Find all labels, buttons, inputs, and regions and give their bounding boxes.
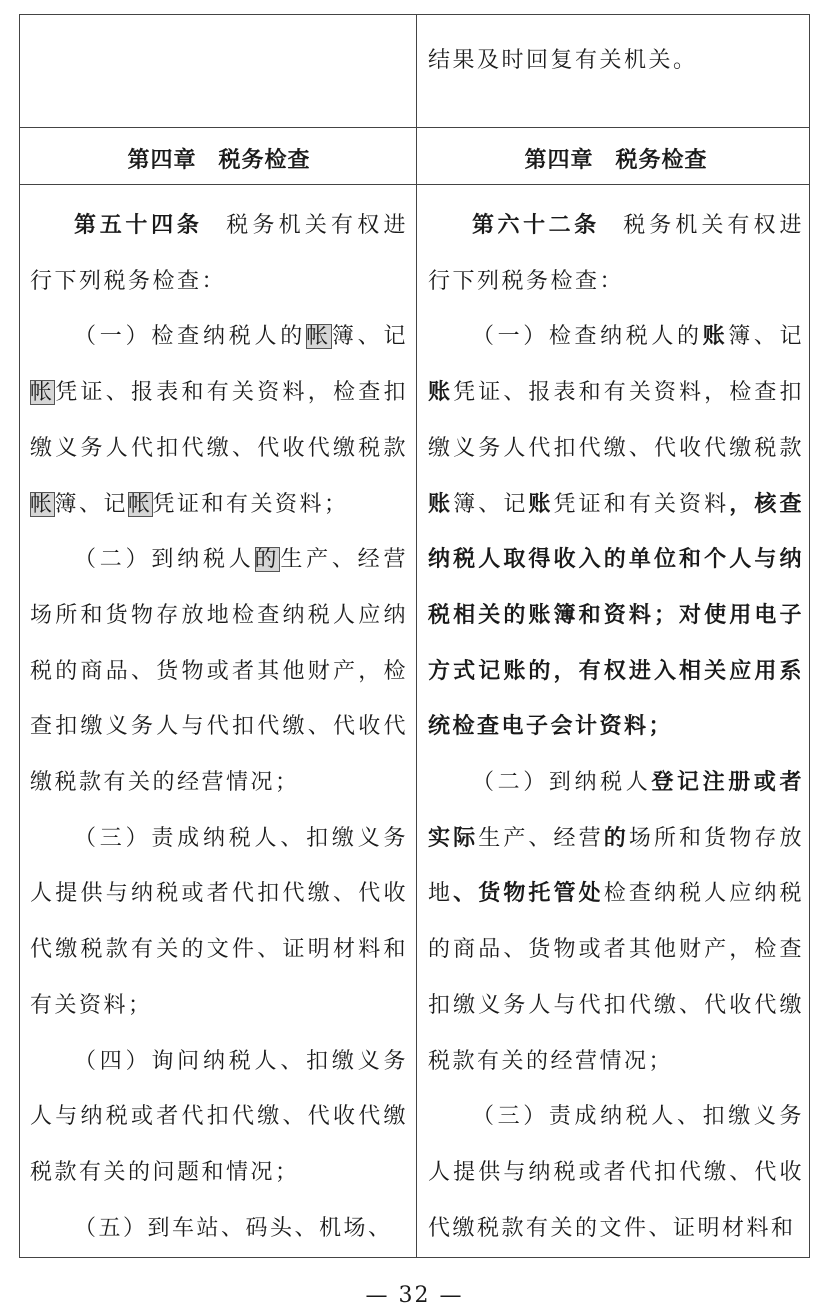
highlight-mark: 帐	[128, 491, 153, 517]
added-text: ，核查纳税人取得收入的单位和个人与纳税相关的账簿和资料；对使用电子方式记账的，有权进入相关应用系统检查电子会计资料；	[428, 491, 804, 740]
left-chapter-heading: 第四章 税务检查	[127, 147, 311, 173]
highlight-mark: 帐	[30, 491, 55, 517]
changed-text: 账	[528, 491, 554, 517]
changed-text: 账	[428, 380, 454, 406]
highlight-mark: 帐	[30, 380, 56, 406]
left-article-text	[30, 198, 408, 1256]
item-5: （五）到车站、码头、机场、	[74, 1215, 393, 1241]
row-divider	[20, 184, 809, 185]
item-1: （一）检查纳税人的帐簿、记帐凭证、报表和有关资料，检查扣缴义务人代扣代缴、代收代缴税款帐簿、记帐凭证和有关资料；	[30, 324, 408, 517]
page-number: — 32 —	[365, 1283, 464, 1308]
highlight-mark: 帐	[306, 324, 332, 350]
right-article-text	[428, 198, 804, 1256]
added-text: 、货物托管处	[453, 881, 604, 907]
changed-text: 账	[428, 491, 454, 517]
highlight-mark: 的	[254, 547, 281, 573]
comparison-table	[19, 14, 810, 1258]
article-number: 第五十四条	[74, 213, 203, 238]
right-chapter-heading: 第四章 税务检查	[524, 147, 708, 173]
changed-text: 账	[702, 324, 729, 350]
item-1: （一）检查纳税人的账簿、记账凭证、报表和有关资料，检查扣缴义务人代扣代缴、代收代缴税款账簿、记账凭证和有关资料，核查纳税人取得收入的单位和个人与纳税相关的账簿和资料；对使用电子方式记账的，有权进入相关应用系统检查电子会计资料；	[428, 324, 804, 740]
item-2: （二）到纳税人的生产、经营场所和货物存放地检查纳税人应纳税的商品、货物或者其他财产，检查扣缴义务人与代扣代缴、代收代缴税款有关的经营情况；	[30, 547, 408, 796]
row-divider	[20, 127, 809, 128]
previous-article-end: 结果及时回复有关机关。	[428, 48, 698, 73]
item-3: （三）责成纳税人、扣缴义务人提供与纳税或者代扣代缴、代收代缴税款有关的文件、证明材料和有关资料；	[30, 825, 408, 1018]
added-text: 的	[603, 825, 629, 851]
added-text: 登记注册或者实际	[428, 770, 804, 851]
column-divider	[416, 15, 417, 1257]
article-intro: 第五十四条 税务机关有权进行下列税务检查：	[30, 213, 408, 294]
article-number: 第六十二条	[472, 213, 600, 238]
item-4: （四）询问纳税人、扣缴义务人与纳税或者代扣代缴、代收代缴税款有关的问题和情况；	[30, 1048, 408, 1185]
item-2: （二）到纳税人登记注册或者实际生产、经营的场所和货物存放地、货物托管处检查纳税人应纳税的商品、货物或者其他财产，检查扣缴义务人与代扣代缴、代收代缴税款有关的经营情况；	[428, 770, 804, 1074]
item-3: （三）责成纳税人、扣缴义务人提供与纳税或者代扣代缴、代收代缴税款有关的文件、证明材料和	[428, 1104, 804, 1241]
article-intro: 第六十二条 税务机关有权进行下列税务检查：	[428, 213, 804, 294]
